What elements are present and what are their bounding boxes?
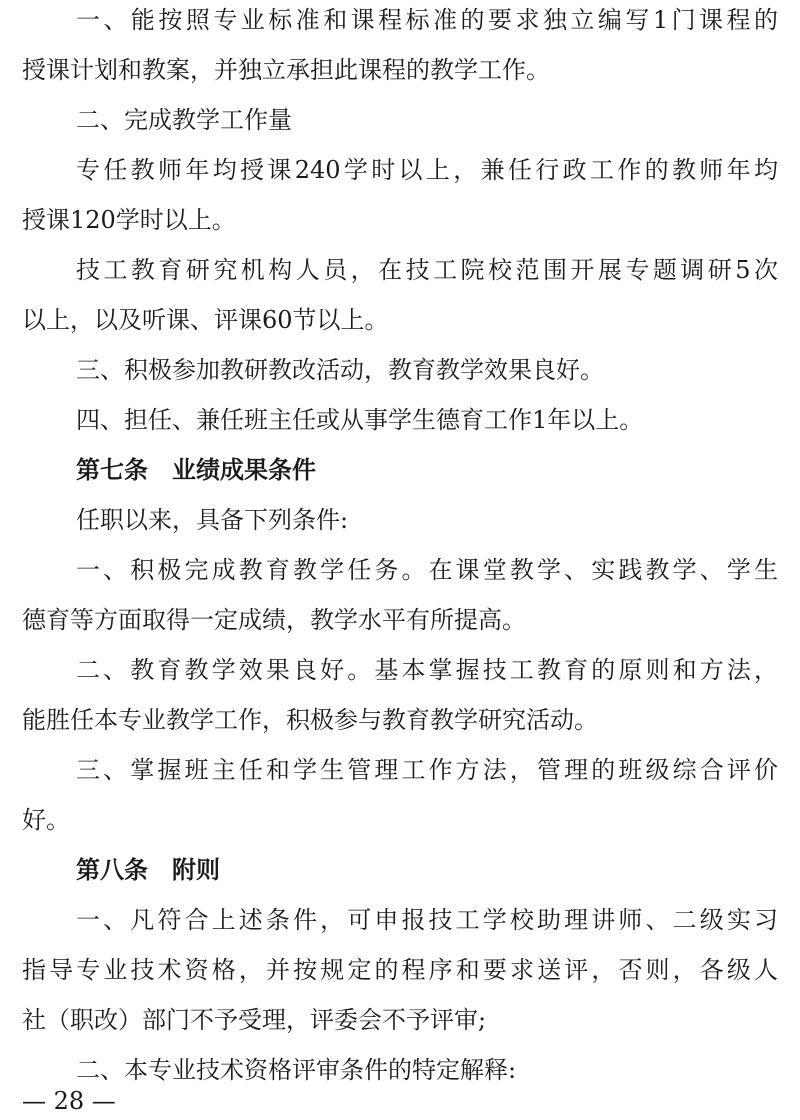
paragraph-line: 一、积极完成教育教学任务。在课堂教学、实践教学、学生 (76, 556, 778, 584)
page-number: — 28 — (22, 1087, 116, 1115)
paragraph-line: 一、凡符合上述条件，可申报技工学校助理讲师、二级实习 (76, 906, 778, 934)
paragraph-line: 二、本专业技术资格评审条件的特定解释: (76, 1056, 517, 1084)
paragraph-line: 指导专业技术资格，并按规定的程序和要求送评，否则，各级人 (22, 956, 778, 984)
paragraph-line: 四、担任、兼任班主任或从事学生德育工作1年以上。 (76, 406, 644, 434)
paragraph-line: 专任教师年均授课240学时以上，兼任行政工作的教师年均 (76, 156, 778, 184)
paragraph-line: 授课120学时以上。 (22, 206, 236, 234)
paragraph-line: 三、掌握班主任和学生管理工作方法，管理的班级综合评价 (76, 756, 778, 784)
article-heading-8: 第八条 附则 (76, 856, 220, 884)
paragraph-line: 德育等方面取得一定成绩，教学水平有所提高。 (22, 606, 526, 634)
paragraph-line: 好。 (22, 806, 70, 834)
paragraph-line: 三、积极参加教研教改活动，教育教学效果良好。 (76, 356, 604, 384)
section-heading: 二、完成教学工作量 (76, 106, 292, 134)
paragraph-line: 任职以来，具备下列条件: (76, 506, 349, 534)
paragraph-line: 社（职改）部门不予受理，评委会不予评审; (22, 1006, 487, 1034)
paragraph-line: 技工教育研究机构人员，在技工院校范围开展专题调研5次 (76, 256, 778, 284)
paragraph-line: 授课计划和教案，并独立承担此课程的教学工作。 (22, 56, 550, 84)
paragraph-line: 以上，以及听课、评课60节以上。 (22, 306, 389, 334)
article-heading-7: 第七条 业绩成果条件 (76, 456, 316, 484)
paragraph-line: 二、教育教学效果良好。基本掌握技工教育的原则和方法， (76, 656, 778, 684)
paragraph-line: 能胜任本专业教学工作，积极参与教育教学研究活动。 (22, 706, 598, 734)
paragraph-line: 一、能按照专业标准和课程标准的要求独立编写1门课程的 (76, 6, 778, 34)
